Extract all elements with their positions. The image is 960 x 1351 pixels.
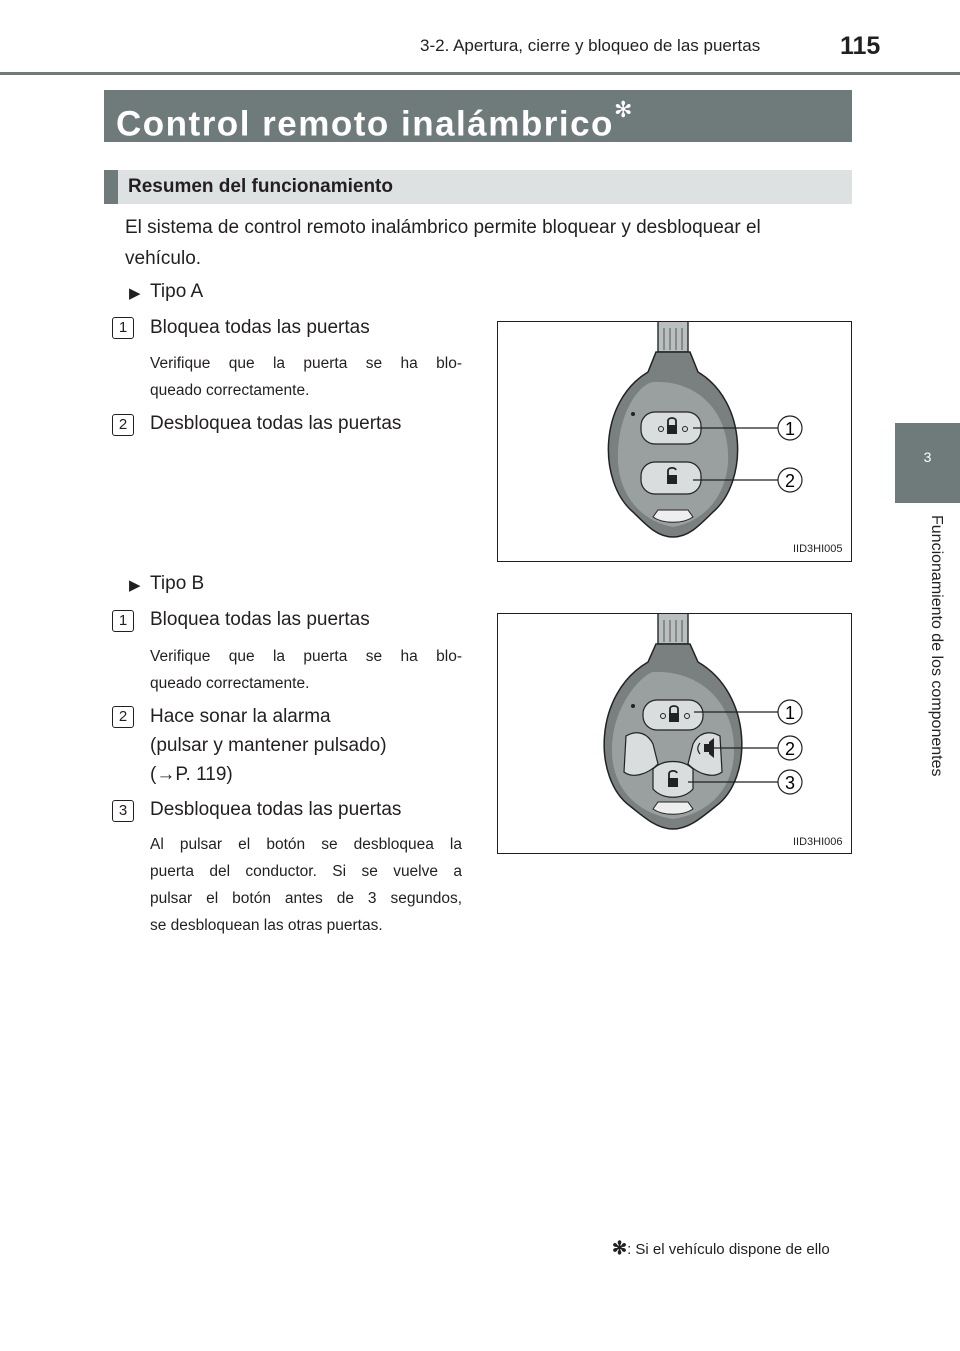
type-b-item-2-line-1: Hace sonar la alarma [150,706,331,727]
triangle-bullet-icon: ▶ [129,577,141,594]
triangle-bullet-icon: ▶ [129,285,141,302]
header-rule [0,72,960,75]
page-title [104,90,852,142]
figure-code: IID3HI005 [793,543,843,555]
footnote-asterisk: ✻ [612,1238,628,1258]
type-b-note-3-line-3: pulsar el botón antes de 3 segundos, [150,890,462,907]
chapter-tab: 3 [895,423,960,503]
item-number-badge: 2 [112,414,134,436]
section-heading: Resumen del funcionamiento [128,176,393,197]
callout-3: 3 [784,773,796,793]
title-asterisk: ✻ [613,97,634,122]
type-b-item-3: Desbloquea todas las puertas [150,799,402,820]
figure-key-type-a [497,321,852,562]
intro-line-1: El sistema de control remoto inalámbrico permite bloquear y desbloquear el [125,217,761,238]
running-header: 3-2. Apertura, cierre y bloqueo de las puertas [420,36,761,55]
intro-line-2: vehículo. [125,248,202,269]
callout-1: 1 [784,703,796,723]
type-b-item-1: Bloquea todas las puertas [150,609,370,630]
item-number-badge: 3 [112,800,134,822]
callout-1: 1 [784,419,796,439]
type-a-label: Tipo A [150,281,204,302]
title-text: Control remoto inalámbrico [116,104,614,144]
key-fob-illustration [498,614,850,852]
key-fob-illustration [498,322,850,560]
type-b-label: Tipo B [150,573,205,594]
footnote [612,1238,830,1259]
type-b-item-2-reference: (→P. 119) [150,764,233,785]
figure-key-type-b [497,613,852,854]
type-a-note-line-1: Verifique que la puerta se ha blo- [150,355,462,372]
figure-code: IID3HI006 [793,836,843,848]
type-b-note-3-line-4: se desbloquean las otras puertas. [150,917,383,934]
type-b-note-line-1: Verifique que la puerta se ha blo- [150,648,462,665]
page-number: 115 [840,32,881,60]
type-b-note-line-2: queado correctamente. [150,675,310,692]
callout-2: 2 [784,471,796,491]
type-b-note-3-line-1: Al pulsar el botón se desbloquea la [150,836,462,853]
type-a-note-line-2: queado correctamente. [150,382,310,399]
type-a-item-2: Desbloquea todas las puertas [150,413,402,434]
type-a-item-1: Bloquea todas las puertas [150,317,370,338]
callout-2: 2 [784,739,796,759]
section-heading-bar [104,170,118,204]
footnote-text: : Si el vehículo dispone de ello [627,1241,830,1258]
type-b-note-3-line-2: puerta del conductor. Si se vuelve a [150,863,462,880]
type-b-item-2-line-2: (pulsar y mantener pulsado) [150,735,387,756]
item-number-badge: 2 [112,706,134,728]
chapter-side-title: Funcionamiento de los componentes [928,515,945,777]
item-number-badge: 1 [112,317,134,339]
item-number-badge: 1 [112,610,134,632]
